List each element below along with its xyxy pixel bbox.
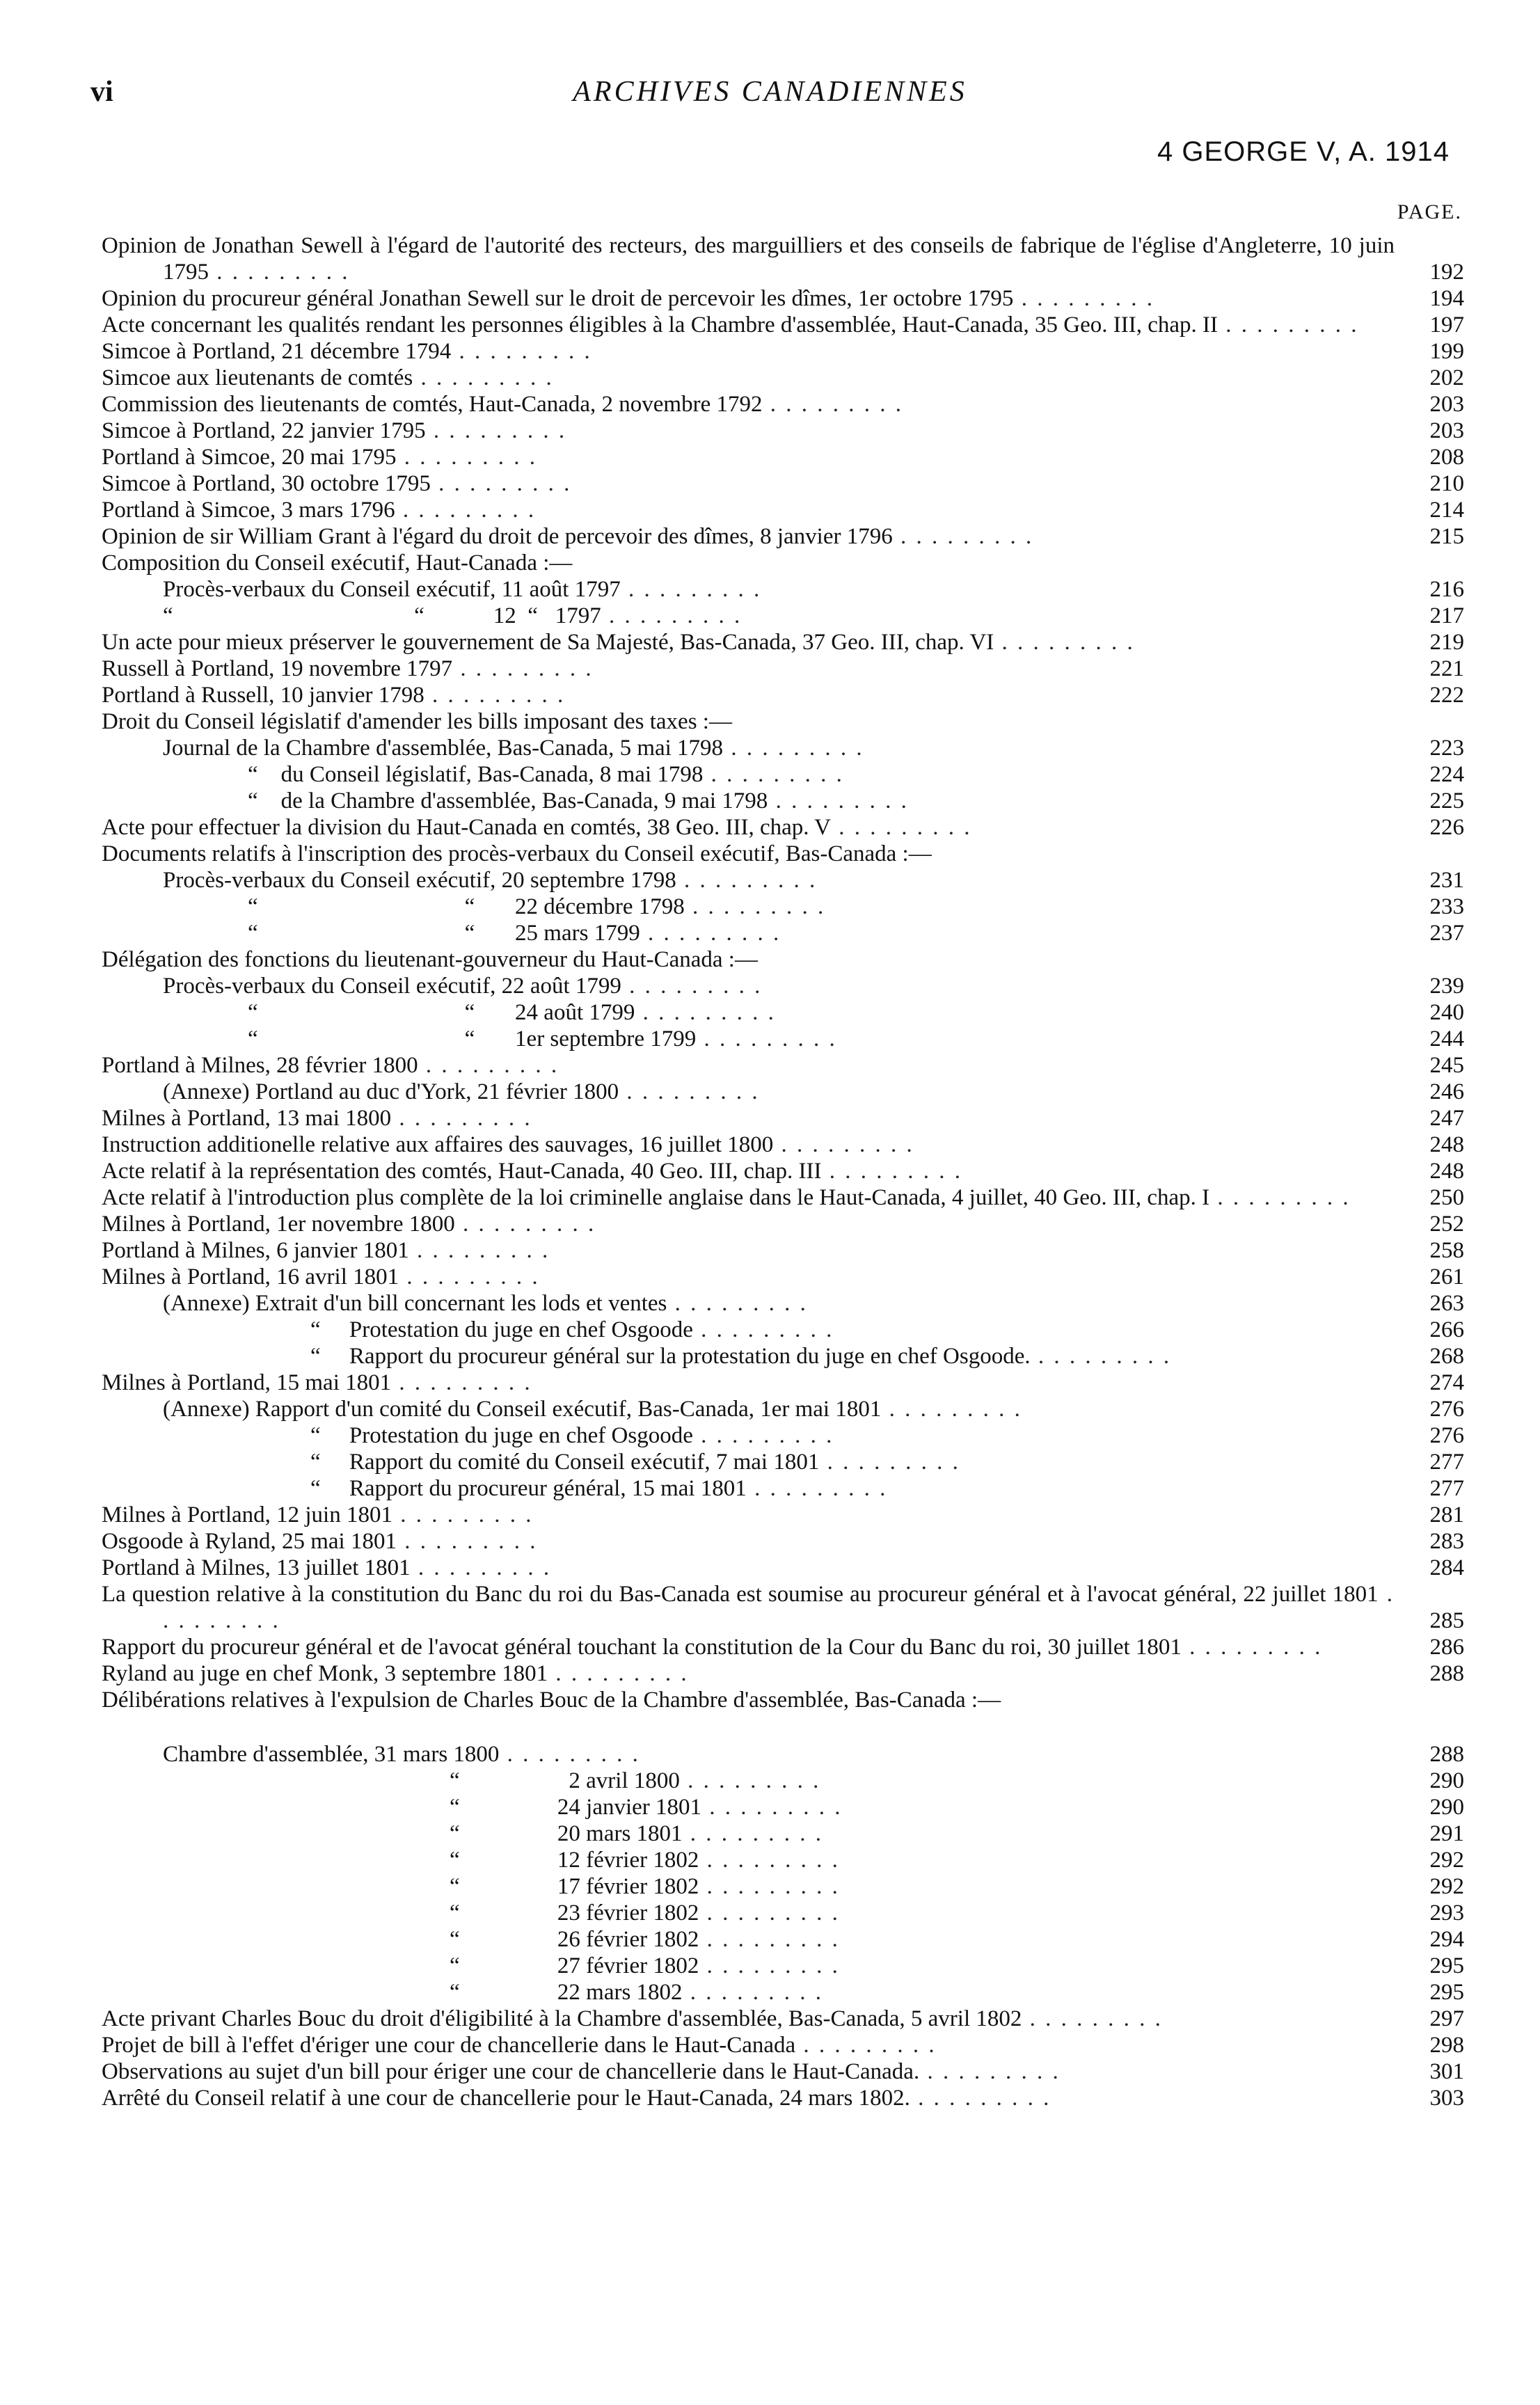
toc-entry-text: Instruction additionelle relative aux affaires des sauvages, 16 juillet 1800 xyxy=(102,1132,774,1157)
toc-entry-text: Portland à Simcoe, 20 mai 1795 xyxy=(102,445,397,470)
toc-entry-page: 199 xyxy=(1429,339,1464,364)
toc-entry xyxy=(102,1052,1464,1079)
dot-leader: . . . . . . . . . xyxy=(682,1980,824,2005)
toc-entry-page: 223 xyxy=(1429,736,1464,761)
toc-entry-page: 217 xyxy=(1429,603,1464,628)
toc-entry-text: “ “ 1er septembre 1799 xyxy=(248,1026,697,1051)
dot-leader: . . . . . . . . . xyxy=(451,339,592,364)
toc-entry-text: Osgoode à Ryland, 25 mai 1801 xyxy=(102,1529,397,1554)
toc-entry-text: Projet de bill à l'effet d'ériger une cour de chancellerie dans le Haut-Canada xyxy=(102,2033,796,2058)
toc-entry xyxy=(102,761,1464,788)
dot-leader: . . . . . . . . . xyxy=(773,1132,914,1157)
toc-entry-text: Opinion de Jonathan Sewell à l'égard de l'autorité des recteurs, des marguilliers et des conseils de fabrique de l'église d'Angleterre, 10 juin 1795 xyxy=(102,233,1395,285)
toc-entry-text: Acte concernant les qualités rendant les personnes éligibles à la Chambre d'assemblée, Haut-Canada, 35 Geo. III, chap. II xyxy=(102,312,1218,338)
toc-entry-page: 284 xyxy=(1429,1555,1464,1580)
dot-leader: . . . . . . . . . xyxy=(919,2059,1061,2084)
toc-entry-text: Portland à Simcoe, 3 mars 1796 xyxy=(102,498,395,523)
toc-entry-text: Portland à Milnes, 13 juillet 1801 xyxy=(102,1555,411,1580)
toc-entry-page: 247 xyxy=(1429,1106,1464,1131)
toc-entry-text: Opinion du procureur général Jonathan Sewell sur le droit de percevoir les dîmes, 1er octobre 1795 xyxy=(102,286,1014,311)
toc-entry-page: 233 xyxy=(1429,894,1464,919)
dot-leader: . . . . . . . . . xyxy=(667,1291,808,1316)
dot-leader: . . . . . . . . . xyxy=(910,2086,1051,2111)
toc-entry-text: (Annexe) Extrait d'un bill concernant les lods et ventes xyxy=(163,1291,667,1316)
dot-leader: . . . . . . . . . xyxy=(454,1212,596,1237)
toc-entry-page: 215 xyxy=(1429,524,1464,549)
dot-leader: . . . . . . . . . xyxy=(601,603,743,628)
toc-entry-page: 288 xyxy=(1429,1742,1464,1767)
toc-entry-page: 225 xyxy=(1429,788,1464,813)
dot-leader: . . . . . . . . . xyxy=(679,1768,821,1793)
toc-entry-text: Russell à Portland, 19 novembre 1797 xyxy=(102,656,453,681)
toc-entry xyxy=(102,232,1464,285)
page-column-label: PAGE. xyxy=(1397,200,1462,223)
toc-entry-page: 226 xyxy=(1429,815,1464,840)
toc-entry-page: 303 xyxy=(1429,2086,1464,2111)
toc-entry-text: Simcoe aux lieutenants de comtés xyxy=(102,365,413,390)
dot-leader: . . . . . . . . . xyxy=(703,762,844,787)
toc-entry xyxy=(102,920,1464,946)
dot-leader: . . . . . . . . . xyxy=(410,1555,552,1580)
toc-entry xyxy=(102,1502,1464,1528)
toc-entry xyxy=(102,682,1464,708)
toc-entry xyxy=(102,1581,1464,1634)
toc-entry xyxy=(102,470,1464,497)
dot-leader: . . . . . . . . . xyxy=(619,1079,760,1104)
toc-entry xyxy=(102,1555,1464,1581)
toc-entry-page: 245 xyxy=(1429,1053,1464,1078)
toc-entry xyxy=(102,999,1464,1026)
toc-entry xyxy=(102,1026,1464,1052)
toc-entry xyxy=(102,1979,1464,2006)
dot-leader: . . . . . . . . . xyxy=(452,656,594,681)
toc-entry-text: “ 22 mars 1802 xyxy=(450,1980,683,2005)
toc-entry-text: Milnes à Portland, 1er novembre 1800 xyxy=(102,1212,455,1237)
dot-leader: . . . . . . . . . xyxy=(701,1795,843,1820)
toc-entry xyxy=(102,418,1464,444)
toc-entry-page: 237 xyxy=(1429,921,1464,946)
toc-entry-page: 240 xyxy=(1429,1000,1464,1025)
toc-entry-text: “ “ 12 “ 1797 xyxy=(163,603,601,628)
dot-leader: . . . . . . . . . xyxy=(209,260,350,285)
toc-entry-page: 263 xyxy=(1429,1291,1464,1316)
toc-entry-text: “ 24 janvier 1801 xyxy=(450,1795,702,1820)
dot-leader: . . . . . . . . . xyxy=(795,2033,937,2058)
toc-entry xyxy=(102,1820,1464,1847)
session-label: 4 GEORGE V, A. 1914 xyxy=(1157,136,1450,167)
dot-leader: . . . . . . . . . xyxy=(1030,1344,1172,1369)
dot-leader: . . . . . . . . . xyxy=(692,1317,834,1342)
dot-leader: . . . . . . . . . xyxy=(1013,286,1154,311)
toc-entry-text: “ 27 février 1802 xyxy=(450,1953,699,1978)
toc-entry xyxy=(102,1237,1464,1264)
toc-entry xyxy=(102,1660,1464,1687)
dot-leader: . . . . . . . . . xyxy=(620,577,762,602)
toc-entry xyxy=(102,735,1464,761)
toc-entry xyxy=(102,603,1464,629)
toc-entry-text: Composition du Conseil exécutif, Haut-Canada :— xyxy=(102,550,573,576)
toc-entry xyxy=(102,444,1464,470)
toc-entry xyxy=(102,1528,1464,1555)
dot-leader: . . . . . . . . . xyxy=(746,1476,888,1501)
dot-leader: . . . . . . . . . xyxy=(418,1053,559,1078)
dot-leader: . . . . . . . . . xyxy=(621,974,763,999)
dot-leader: . . . . . . . . . xyxy=(395,498,537,523)
toc-entry-page: 210 xyxy=(1429,471,1464,496)
toc-entry-text: Observations au sujet d'un bill pour ériger une cour de chancellerie dans le Haut-Canada. xyxy=(102,2059,920,2084)
toc-entry-page: 281 xyxy=(1429,1502,1464,1527)
toc-entry xyxy=(102,1634,1464,1660)
toc-spacer xyxy=(102,1713,1464,1741)
toc-entry-text: “ 23 février 1802 xyxy=(450,1900,699,1926)
toc-entry-page: 194 xyxy=(1429,286,1464,311)
toc-entry-text: Milnes à Portland, 13 mai 1800 xyxy=(102,1106,392,1131)
toc-entry-page: 293 xyxy=(1429,1900,1464,1926)
toc-entry xyxy=(102,841,1464,867)
dot-leader: . . . . . . . . . xyxy=(699,1953,840,1978)
toc-entry xyxy=(102,894,1464,920)
toc-entry-page: 221 xyxy=(1429,656,1464,681)
dot-leader: . . . . . . . . . xyxy=(399,1264,540,1289)
toc-entry xyxy=(102,285,1464,312)
toc-entry xyxy=(102,1184,1464,1211)
toc-entry-page: 248 xyxy=(1429,1132,1464,1157)
dot-leader: . . . . . . . . . xyxy=(696,1026,837,1051)
toc-entry xyxy=(102,1158,1464,1184)
dot-leader: . . . . . . . . . xyxy=(723,736,864,761)
toc-entry xyxy=(102,2085,1464,2111)
toc-entry-page: 208 xyxy=(1429,445,1464,470)
toc-entry-text: Acte relatif à la représentation des comtés, Haut-Canada, 40 Geo. III, chap. III xyxy=(102,1159,822,1184)
dot-leader: . . . . . . . . . xyxy=(1209,1185,1351,1210)
toc-entry xyxy=(102,1290,1464,1317)
dot-leader: . . . . . . . . . xyxy=(425,418,567,443)
dot-leader: . . . . . . . . . xyxy=(692,1423,834,1448)
dot-leader: . . . . . . . . . xyxy=(413,365,554,390)
toc-entry-text: “ Rapport du comité du Conseil exécutif, 7 mai 1801 xyxy=(310,1450,820,1475)
toc-entry-text: Acte relatif à l'introduction plus complète de la loi criminelle anglaise dans le Haut-Canada, 4 juillet, 40 Geo. III, chap. I xyxy=(102,1185,1210,1210)
toc-entry-text: (Annexe) Rapport d'un comité du Conseil exécutif, Bas-Canada, 1er mai 1801 xyxy=(163,1397,882,1422)
toc-entry-page: 203 xyxy=(1429,392,1464,417)
toc-entry-page: 294 xyxy=(1429,1927,1464,1952)
toc-entry-text: “ “ 24 août 1799 xyxy=(248,1000,635,1025)
toc-entry-page: 285 xyxy=(1429,1608,1464,1633)
toc-entry-text: (Annexe) Portland au duc d'York, 21 février 1800 xyxy=(163,1079,619,1104)
toc-entry-page: 248 xyxy=(1429,1159,1464,1184)
toc-entry-text: “ 17 février 1802 xyxy=(450,1874,699,1899)
toc-entry-page: 231 xyxy=(1429,868,1464,893)
toc-entry-text: Portland à Milnes, 6 janvier 1801 xyxy=(102,1238,409,1263)
toc-entry xyxy=(102,1422,1464,1449)
toc-entry-page: 297 xyxy=(1429,2006,1464,2031)
dot-leader: . . . . . . . . . xyxy=(819,1450,960,1475)
dot-leader: . . . . . . . . . xyxy=(821,1159,962,1184)
toc-entry-text: Milnes à Portland, 16 avril 1801 xyxy=(102,1264,399,1289)
toc-entry-text: Délégation des fonctions du lieutenant-gouverneur du Haut-Canada :— xyxy=(102,947,758,972)
toc-entry-text: “ de la Chambre d'assemblée, Bas-Canada, 9 mai 1798 xyxy=(248,788,768,813)
dot-leader: . . . . . . . . . xyxy=(1181,1635,1323,1660)
toc-entry-text: Simcoe à Portland, 22 janvier 1795 xyxy=(102,418,426,443)
dot-leader: . . . . . . . . . xyxy=(892,524,1034,549)
toc-entry-text: Procès-verbaux du Conseil exécutif, 20 septembre 1798 xyxy=(163,868,676,893)
toc-entry xyxy=(102,1370,1464,1396)
toc-entry-page: 252 xyxy=(1429,1212,1464,1237)
toc-entry xyxy=(102,312,1464,338)
toc-entry xyxy=(102,391,1464,418)
toc-entry-page: 288 xyxy=(1429,1661,1464,1686)
toc-entry xyxy=(102,2058,1464,2085)
toc-entry-page: 295 xyxy=(1429,1980,1464,2005)
toc-entry-text: “ “ 25 mars 1799 xyxy=(248,921,640,946)
dot-leader: . . . . . . . . . xyxy=(424,683,566,708)
toc-entry-page: 274 xyxy=(1429,1370,1464,1395)
dot-leader: . . . . . . . . . xyxy=(881,1397,1022,1422)
toc-entry-page: 224 xyxy=(1429,762,1464,787)
toc-entry xyxy=(102,2006,1464,2032)
toc-entry-text: “ “ 22 décembre 1798 xyxy=(248,894,685,919)
toc-entry-page: 202 xyxy=(1429,365,1464,390)
toc-entry-text: Délibérations relatives à l'expulsion de Charles Bouc de la Chambre d'assemblée, Bas-Canada :— xyxy=(102,1688,1001,1713)
table-of-contents xyxy=(102,232,1464,2111)
toc-entry xyxy=(102,338,1464,365)
toc-entry-text: Milnes à Portland, 12 juin 1801 xyxy=(102,1502,392,1527)
toc-entry-text: Un acte pour mieux préserver le gouvernement de Sa Majesté, Bas-Canada, 37 Geo. III, chap. VI xyxy=(102,630,994,655)
toc-entry-text: Commission des lieutenants de comtés, Haut-Canada, 2 novembre 1792 xyxy=(102,392,763,417)
toc-entry-page: 258 xyxy=(1429,1238,1464,1263)
toc-entry-text: Journal de la Chambre d'assemblée, Bas-Canada, 5 mai 1798 xyxy=(163,736,724,761)
toc-entry-text: Opinion de sir William Grant à l'égard du droit de percevoir des dîmes, 8 janvier 1796 xyxy=(102,524,893,549)
toc-entry xyxy=(102,1449,1464,1475)
toc-entry-text: “ 2 avril 1800 xyxy=(450,1768,680,1793)
toc-entry-text: “ Protestation du juge en chef Osgoode xyxy=(310,1423,693,1448)
toc-entry-page: 203 xyxy=(1429,418,1464,443)
toc-entry xyxy=(102,973,1464,999)
toc-entry-page: 214 xyxy=(1429,498,1464,523)
toc-entry-text: Arrêté du Conseil relatif à une cour de chancellerie pour le Haut-Canada, 24 mars 1802. xyxy=(102,2086,910,2111)
toc-entry xyxy=(102,1105,1464,1132)
toc-entry xyxy=(102,1926,1464,1953)
toc-entry-text: Chambre d'assemblée, 31 mars 1800 xyxy=(163,1742,500,1767)
dot-leader: . . . . . . . . . xyxy=(684,894,826,919)
toc-entry-page: 295 xyxy=(1429,1953,1464,1978)
dot-leader: . . . . . . . . . xyxy=(831,815,972,840)
toc-entry-text: Procès-verbaux du Conseil exécutif, 11 août 1797 xyxy=(163,577,621,602)
toc-entry xyxy=(102,576,1464,603)
toc-entry-page: 290 xyxy=(1429,1795,1464,1820)
toc-entry xyxy=(102,1768,1464,1794)
toc-entry-page: 222 xyxy=(1429,683,1464,708)
toc-entry xyxy=(102,656,1464,682)
dot-leader: . . . . . . . . . xyxy=(994,630,1135,655)
toc-entry-text: Portland à Milnes, 28 février 1800 xyxy=(102,1053,418,1078)
page-number: vi xyxy=(90,76,113,108)
toc-entry xyxy=(102,2032,1464,2058)
toc-entry-page: 291 xyxy=(1429,1821,1464,1846)
toc-entry-page: 290 xyxy=(1429,1768,1464,1793)
toc-entry xyxy=(102,1475,1464,1502)
dot-leader: . . . . . . . . . xyxy=(392,1502,534,1527)
toc-entry-text: Ryland au juge en chef Monk, 3 septembre 1801 xyxy=(102,1661,548,1686)
dot-leader: . . . . . . . . . xyxy=(499,1742,640,1767)
toc-entry xyxy=(102,1211,1464,1237)
toc-entry xyxy=(102,1343,1464,1370)
toc-entry-page: 261 xyxy=(1429,1264,1464,1289)
toc-entry-text: Simcoe à Portland, 30 octobre 1795 xyxy=(102,471,431,496)
dot-leader: . . . . . . . . . xyxy=(762,392,903,417)
dot-leader: . . . . . . . . . xyxy=(396,445,537,470)
dot-leader: . . . . . . . . . xyxy=(163,1582,1395,1633)
toc-entry-page: 283 xyxy=(1429,1529,1464,1554)
toc-entry-page: 276 xyxy=(1429,1397,1464,1422)
toc-entry-page: 246 xyxy=(1429,1079,1464,1104)
dot-leader: . . . . . . . . . xyxy=(699,1848,840,1873)
toc-entry-text: “ 20 mars 1801 xyxy=(450,1821,683,1846)
toc-entry xyxy=(102,1317,1464,1343)
toc-entry-page: 277 xyxy=(1429,1476,1464,1501)
dot-leader: . . . . . . . . . xyxy=(699,1927,840,1952)
toc-entry xyxy=(102,1900,1464,1926)
dot-leader: . . . . . . . . . xyxy=(640,921,781,946)
toc-entry-text: Portland à Russell, 10 janvier 1798 xyxy=(102,683,424,708)
toc-entry-page: 277 xyxy=(1429,1450,1464,1475)
toc-entry-page: 197 xyxy=(1429,312,1464,338)
toc-entry xyxy=(102,1847,1464,1873)
dot-leader: . . . . . . . . . xyxy=(635,1000,776,1025)
toc-entry xyxy=(102,629,1464,656)
toc-entry-text: Droit du Conseil législatif d'amender les bills imposant des taxes :— xyxy=(102,709,732,734)
toc-entry xyxy=(102,1264,1464,1290)
dot-leader: . . . . . . . . . xyxy=(768,788,909,813)
dot-leader: . . . . . . . . . xyxy=(548,1661,689,1686)
toc-entry xyxy=(102,365,1464,391)
toc-entry-page: 244 xyxy=(1429,1026,1464,1051)
dot-leader: . . . . . . . . . xyxy=(1022,2006,1163,2031)
toc-entry-page: 266 xyxy=(1429,1317,1464,1342)
dot-leader: . . . . . . . . . xyxy=(430,471,572,496)
toc-entry-text: Procès-verbaux du Conseil exécutif, 22 août 1799 xyxy=(163,974,621,999)
toc-entry-text: Acte privant Charles Bouc du droit d'éligibilité à la Chambre d'assemblée, Bas-Canada, 5 avril 1802 xyxy=(102,2006,1022,2031)
toc-entry xyxy=(102,708,1464,735)
toc-entry-text: Milnes à Portland, 15 mai 1801 xyxy=(102,1370,392,1395)
toc-entry xyxy=(102,1873,1464,1900)
toc-entry-text: “ 12 février 1802 xyxy=(450,1848,699,1873)
toc-entry-text: “ 26 février 1802 xyxy=(450,1927,699,1952)
toc-entry xyxy=(102,1079,1464,1105)
toc-entry xyxy=(102,1741,1464,1768)
toc-entry-page: 276 xyxy=(1429,1423,1464,1448)
toc-entry-page: 301 xyxy=(1429,2059,1464,2084)
toc-entry-page: 286 xyxy=(1429,1635,1464,1660)
dot-leader: . . . . . . . . . xyxy=(1218,312,1359,338)
toc-entry-page: 298 xyxy=(1429,2033,1464,2058)
toc-entry-page: 219 xyxy=(1429,630,1464,655)
dot-leader: . . . . . . . . . xyxy=(682,1821,824,1846)
toc-entry xyxy=(102,550,1464,576)
toc-entry-page: 292 xyxy=(1429,1848,1464,1873)
dot-leader: . . . . . . . . . xyxy=(699,1900,840,1926)
running-title: ARCHIVES CANADIENNES xyxy=(573,76,967,108)
toc-entry xyxy=(102,946,1464,973)
toc-entry-text: “ Rapport du procureur général, 15 mai 1801 xyxy=(310,1476,747,1501)
toc-entry-text: Simcoe à Portland, 21 décembre 1794 xyxy=(102,339,452,364)
toc-entry-page: 239 xyxy=(1429,974,1464,999)
toc-entry-text: La question relative à la constitution du Banc du roi du Bas-Canada est soumise au procureur général et à l'avocat général, 22 juillet 1801 xyxy=(102,1582,1379,1607)
dot-leader: . . . . . . . . . xyxy=(408,1238,550,1263)
toc-entry-page: 216 xyxy=(1429,577,1464,602)
dot-leader: . . . . . . . . . xyxy=(676,868,818,893)
toc-entry-text: “ du Conseil législatif, Bas-Canada, 8 mai 1798 xyxy=(248,762,704,787)
dot-leader: . . . . . . . . . xyxy=(396,1529,538,1554)
toc-entry xyxy=(102,1687,1464,1713)
toc-entry-text: Documents relatifs à l'inscription des procès-verbaux du Conseil exécutif, Bas-Canada :— xyxy=(102,841,932,866)
toc-entry-page: 250 xyxy=(1429,1185,1464,1210)
toc-entry-text: “ Rapport du procureur général sur la protestation du juge en chef Osgoode. xyxy=(310,1344,1031,1369)
toc-entry xyxy=(102,497,1464,523)
dot-leader: . . . . . . . . . xyxy=(391,1370,532,1395)
toc-entry xyxy=(102,1794,1464,1820)
toc-entry xyxy=(102,814,1464,841)
toc-entry-text: Acte pour effectuer la division du Haut-Canada en comtés, 38 Geo. III, chap. V xyxy=(102,815,832,840)
toc-entry xyxy=(102,788,1464,814)
toc-entry-page: 268 xyxy=(1429,1344,1464,1369)
toc-entry-text: Rapport du procureur général et de l'avocat général touchant la constitution de la Cour du Banc du roi, 30 juillet 1801 xyxy=(102,1635,1182,1660)
toc-entry xyxy=(102,867,1464,894)
toc-entry xyxy=(102,1396,1464,1422)
dot-leader: . . . . . . . . . xyxy=(699,1874,840,1899)
toc-entry-text: “ Protestation du juge en chef Osgoode xyxy=(310,1317,693,1342)
dot-leader: . . . . . . . . . xyxy=(391,1106,532,1131)
toc-entry xyxy=(102,1953,1464,1979)
toc-entry xyxy=(102,523,1464,550)
toc-entry-page: 292 xyxy=(1429,1874,1464,1899)
toc-entry-page: 192 xyxy=(1429,260,1464,285)
toc-entry xyxy=(102,1132,1464,1158)
